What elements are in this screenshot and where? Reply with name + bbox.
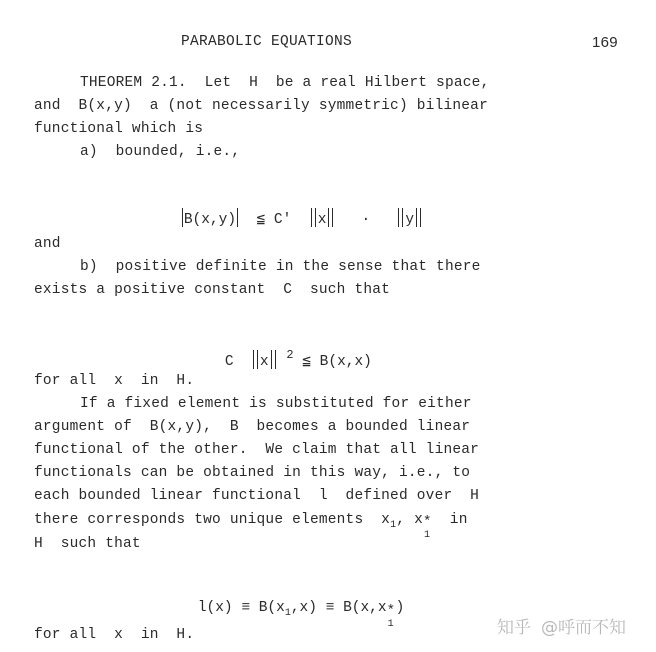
eq2-exponent: 2 (286, 348, 294, 362)
watermark-brand: 知乎 (497, 618, 531, 638)
text-line: If a fixed element is substituted for either (80, 396, 472, 412)
norm-left (311, 208, 316, 227)
eq3-b1: B(x (258, 600, 285, 616)
text-line: and (34, 236, 61, 252)
page-number: 169 (592, 34, 618, 51)
norm-right (416, 208, 421, 227)
text-line: for all x in H. (34, 373, 195, 389)
text-line (34, 511, 468, 541)
l14-part-b: , x (396, 512, 423, 528)
eq1-constant: C' (273, 212, 292, 228)
eq1-relation: ≦ (256, 212, 266, 228)
norm-right (271, 350, 276, 369)
equation-positive-definite (190, 325, 372, 392)
eq3-c1: B(x,x (343, 600, 387, 616)
eq3-equiv: ≡ (241, 600, 251, 616)
l14-part-a: there corresponds two unique elements x (34, 512, 391, 528)
eq2-relation: ≦ (302, 354, 311, 370)
eq3-a: l(x) (197, 600, 233, 616)
eq2-rhs: B(x,x) (319, 354, 372, 370)
eq3-b2: ,x) (290, 600, 317, 616)
text-line: argument of B(x,y), B becomes a bounded linear (34, 419, 471, 435)
superscript-star: * (422, 514, 432, 530)
abs-bar-right (237, 208, 238, 227)
subscript: 1 (284, 608, 291, 619)
eq1-lhs: B(x,y) (183, 212, 237, 228)
eq1-y: y (405, 212, 415, 228)
text-line: functional which is (34, 121, 204, 137)
subscript: 1 (390, 520, 397, 531)
abs-bar-left (182, 208, 183, 227)
watermark-handle: @呼而不知 (541, 618, 626, 638)
text-line: exists a positive constant C such that (34, 282, 391, 298)
eq1-dot: · (361, 212, 371, 228)
norm-right (328, 208, 333, 227)
text-line: H such that (34, 536, 141, 552)
eq1-x: x (317, 212, 327, 228)
text-line: functional of the other. We claim that all linear (34, 442, 480, 458)
eq3-c2: ) (395, 600, 405, 616)
equation-bounded (146, 188, 423, 250)
running-header-title: PARABOLIC EQUATIONS (181, 34, 353, 50)
norm-left (398, 208, 403, 227)
eq2-constant: C (224, 354, 234, 370)
l14-part-c: in (431, 512, 468, 528)
subscript: 1 (387, 619, 394, 630)
eq2-x: x (259, 354, 269, 370)
text-line: for all x in H. (34, 627, 195, 643)
eq3-equiv: ≡ (325, 600, 335, 616)
text-line: a) bounded, i.e., (80, 144, 241, 160)
text-line: and B(x,y) a (not necessarily symmetric) bilinear (34, 98, 488, 114)
equation-representation (163, 578, 404, 644)
superscript-star: * (386, 603, 395, 619)
text-line: b) positive definite in the sense that there (80, 259, 481, 275)
text-line: THEOREM 2.1. Let H be a real Hilbert space, (80, 75, 490, 91)
norm-left (253, 350, 258, 369)
subscript: 1 (423, 530, 431, 541)
text-line: each bounded linear functional l defined over H (34, 488, 480, 504)
text-line: functionals can be obtained in this way, i.e., to (34, 465, 471, 481)
watermark (497, 613, 626, 638)
